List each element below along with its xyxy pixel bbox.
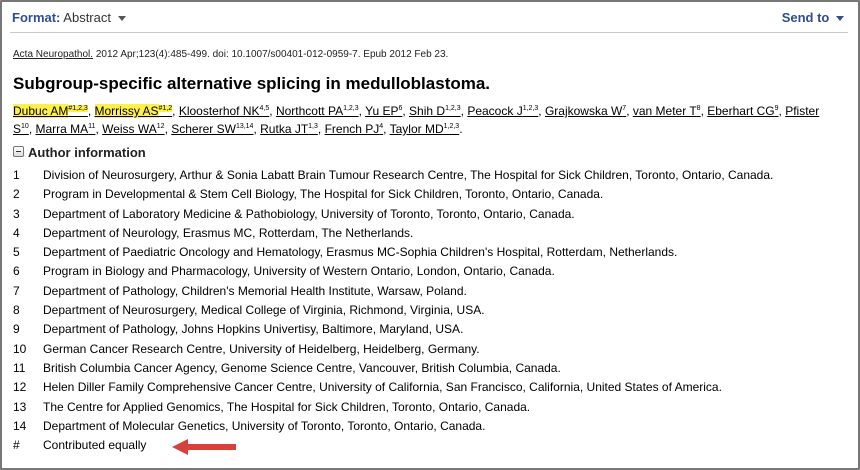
author-link[interactable] [179, 104, 269, 118]
author-link[interactable] [707, 104, 778, 118]
affiliation-text: Program in Biology and Pharmacology, University of Western Ontario, London, Ontario, Canada. [43, 264, 555, 279]
format-value: Abstract [63, 10, 111, 25]
affiliation-item [13, 243, 773, 262]
author-affiliation-sup: 1,2,3 [522, 105, 539, 112]
author-link[interactable] [13, 104, 88, 118]
send-to-label: Send to [781, 10, 830, 25]
author-affiliation-sup: 13,14 [235, 123, 254, 130]
author-affiliation-sup: 4 [379, 123, 384, 130]
author-name: French PJ [324, 122, 380, 136]
author-link[interactable] [95, 104, 173, 118]
affiliation-item [13, 185, 773, 204]
author-name: Dubuc AM [13, 104, 69, 118]
affiliation-item [13, 340, 773, 359]
affiliation-text: German Cancer Research Centre, University of Heidelberg, Heidelberg, Germany. [43, 341, 480, 356]
affiliation-text: Department of Neurology, Erasmus MC, Rotterdam, The Netherlands. [43, 225, 414, 240]
affiliation-text: Department of Pathology, Johns Hopkins Univertisy, Baltimore, Maryland, USA. [43, 322, 464, 337]
affiliation-item [13, 320, 773, 339]
affiliation-number: 14 [13, 418, 27, 433]
affiliation-item [13, 166, 773, 185]
author-affiliation-sup: 8 [696, 105, 701, 112]
affiliation-item [13, 359, 773, 378]
author-affiliation-sup: 1,3 [308, 123, 318, 130]
author-name: Yu EP [365, 104, 399, 118]
author-affiliation-sup: 7 [622, 105, 627, 112]
author-name: Marra MA [35, 122, 89, 136]
author-name: van Meter T [632, 104, 697, 118]
author-affiliation-sup: #1,2 [158, 105, 173, 112]
author-link[interactable] [171, 122, 253, 136]
author-information-toggle[interactable] [13, 145, 146, 160]
affiliation-number: 8 [13, 303, 20, 318]
affiliation-number: 5 [13, 245, 20, 260]
author-list: Dubuc AM$^{\#1,2,3}$, Morrissy AS$^{\#1,2}$, Kloosterhof NK$^{4,5}$, Northcott PA$^{1,2,3}$, Yu $EP^6$, Shih D$^{1,2,3}$, Peacock J$^{1,2,3}$, Grajkowska $W^7$, van Meter $T^8$, Eberhart $CG^9$, Pfister $S^{10}$, Marra MA$^{11}$, Weiss WA$^{12}$, Scherer SW$^{13,14}$, Rutka JT$^{1,3}$, French $PJ^4$, Taylor MD$^{1,2,3}$. [13, 104, 820, 136]
author-affiliation-sup: 12 [156, 123, 165, 130]
affiliation-number: 3 [13, 206, 20, 221]
author-name: Scherer SW [171, 122, 236, 136]
affiliation-text: Department of Laboratory Medicine & Pathobiology, University of Toronto, Toronto, Ontario, Canada. [43, 206, 575, 221]
affiliation-text: Program in Developmental & Stem Cell Biology, The Hospital for Sick Children, Toronto, Ontario, Canada. [43, 187, 604, 202]
author-name: Rutka JT [260, 122, 309, 136]
affiliation-item [13, 282, 773, 301]
chevron-down-icon [118, 16, 126, 21]
author-affiliation-sup: 1,2,3 [443, 123, 460, 130]
affiliation-number: 13 [13, 399, 27, 414]
author-affiliation-sup: 9 [774, 105, 779, 112]
affiliation-number: 2 [13, 187, 20, 202]
affiliation-item [13, 417, 773, 436]
affiliation-number: 4 [13, 225, 20, 240]
author-name: Weiss WA [102, 122, 157, 136]
author-link[interactable] [409, 104, 461, 118]
affiliation-item [13, 224, 773, 243]
chevron-down-icon [836, 16, 844, 21]
author-link[interactable] [260, 122, 318, 136]
author-affiliation-sup: #1,2,3 [68, 105, 88, 112]
affiliation-item [13, 398, 773, 417]
author-name: Pfister S [13, 104, 820, 136]
author-name: Taylor MD [389, 122, 444, 136]
author-name: Grajkowska W [544, 104, 623, 118]
author-name: Shih D [409, 104, 446, 118]
format-label: Format: [12, 10, 61, 25]
affiliation-number: 6 [13, 264, 20, 279]
affiliation-list [13, 166, 773, 455]
author-name: Northcott PA [275, 104, 344, 118]
affiliation-item [13, 301, 773, 320]
author-link[interactable] [390, 122, 460, 136]
author-link[interactable] [545, 104, 626, 118]
author-affiliation-sup: 1,2,3 [445, 105, 461, 112]
author-link[interactable] [276, 104, 359, 118]
minus-box-icon[interactable] [13, 146, 24, 157]
format-dropdown[interactable] [12, 10, 126, 25]
toolbar [12, 10, 844, 30]
affiliation-number: 7 [13, 283, 20, 298]
affiliation-text: Helen Diller Family Comprehensive Cancer Centre, University of California, San Francisco, California, United States of America. [43, 380, 722, 395]
author-affiliation-sup: 10 [21, 123, 29, 130]
affiliation-text: Department of Neurosurgery, Medical College of Virginia, Richmond, Virginia, USA. [43, 303, 485, 318]
affiliation-number: 1 [13, 168, 20, 182]
affiliation-number: # [13, 438, 20, 453]
affiliation-number: 9 [13, 322, 20, 337]
affiliation-number: 11 [13, 360, 26, 375]
author-name: Eberhart CG [707, 104, 775, 118]
affiliation-text: Department of Molecular Genetics, University of Toronto, Toronto, Ontario, Canada. [43, 418, 486, 433]
affiliation-number: 10 [13, 341, 27, 356]
affiliation-text: Division of Neurosurgery, Arthur & Sonia Labatt Brain Tumour Research Centre, The Hospital for Sick Children, Toronto, Ontario, Canada. [43, 168, 774, 182]
affiliation-item [13, 205, 773, 224]
citation-details: 2012 Apr;123(4):485-499. doi: 10.1007/s00401-012-0959-7. Epub 2012 Feb 23. [93, 49, 449, 60]
journal-link[interactable]: Acta Neuropathol. [13, 49, 94, 60]
citation [13, 49, 448, 60]
author-name: Peacock J [467, 104, 523, 118]
affiliation-text: Contributed equally [43, 438, 147, 453]
author-link[interactable] [325, 122, 384, 136]
author-name: Kloosterhof NK [178, 104, 260, 118]
send-to-dropdown[interactable] [782, 10, 844, 25]
affiliation-text: The Centre for Applied Genomics, The Hospital for Sick Children, Toronto, Ontario, Canada. [43, 399, 531, 414]
article-title: Subgroup-specific alternative splicing in medulloblastoma. [13, 74, 491, 93]
author-name: Morrissy AS [94, 104, 159, 118]
author-link[interactable] [467, 104, 538, 118]
divider [10, 32, 848, 33]
affiliation-item [13, 262, 773, 281]
affiliation-text: Department of Paediatric Oncology and Hematology, Erasmus MC-Sophia Children's Hospital, Rotterdam, Netherlands. [43, 245, 678, 260]
author-link[interactable] [365, 104, 402, 118]
author-link[interactable] [102, 122, 164, 136]
author-affiliation-sup: 11 [88, 123, 96, 130]
affiliation-text: British Columbia Cancer Agency, Genome Science Centre, Vancouver, British Columbia, Canada. [43, 360, 561, 375]
author-information-heading: Author information [28, 145, 146, 160]
affiliation-item [13, 378, 773, 397]
affiliation-text: Department of Pathology, Children's Memorial Health Institute, Warsaw, Poland. [43, 283, 467, 298]
affiliation-number: 12 [13, 380, 27, 395]
left-arrow-icon [172, 439, 236, 455]
author-affiliation-sup: 6 [398, 105, 403, 112]
author-link[interactable] [35, 122, 95, 136]
author-affiliation-sup: 4,5 [259, 105, 270, 112]
author-link[interactable] [633, 104, 701, 118]
author-affiliation-sup: 1,2,3 [343, 105, 359, 112]
affiliation-item [13, 436, 773, 455]
